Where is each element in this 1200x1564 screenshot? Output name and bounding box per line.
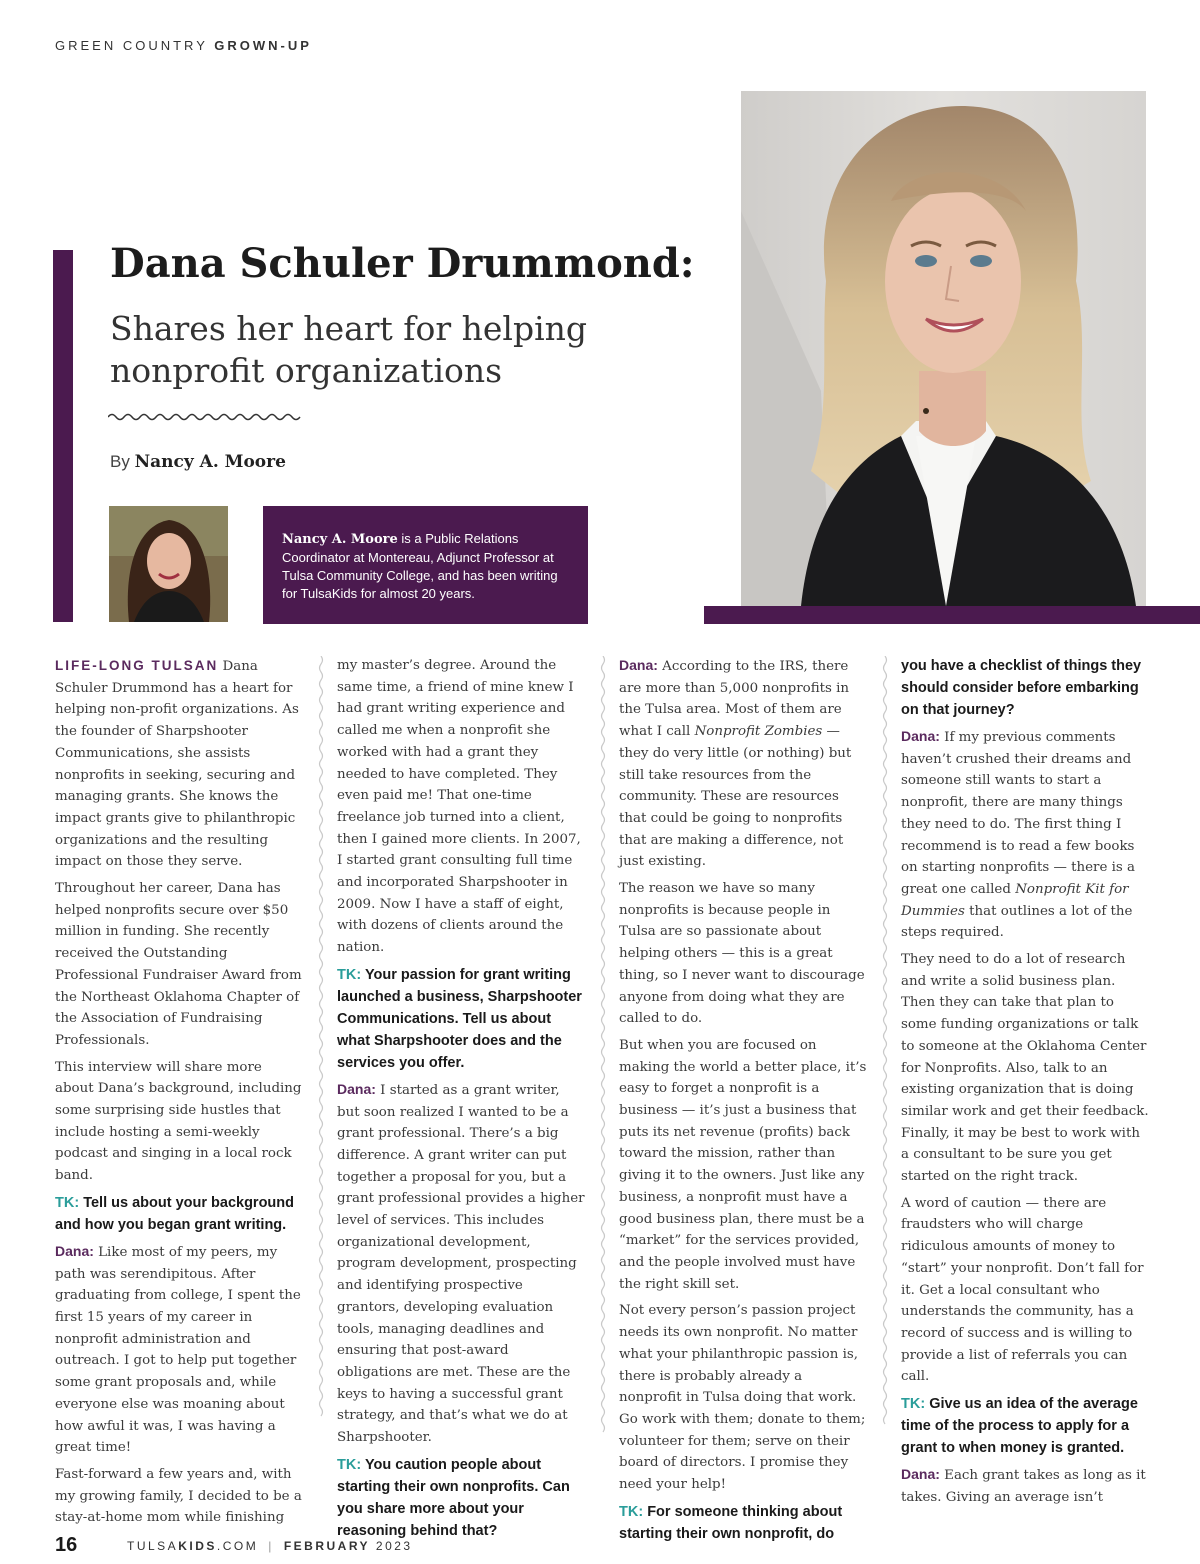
article-column-3: [619, 655, 867, 1550]
interview-question: TK: For someone thinking about starting their own nonprofit, do: [619, 1503, 843, 1542]
paragraph: my master’s degree. Around the same time, a friend of mine knew I had grant writing experience and called me when a nonprofit she worked with had a grant they needed to have completed. They even paid me! That one-time freelance job turned into a client, then I gained more clients. In 2007, I started grant consulting full time and incorporated Sharpshooter in 2009. Now I have a staff of eight, with dozens of clients around the nation.: [337, 658, 581, 956]
interview-question: TK: Give us an idea of the average time of the process to apply for a grant to when money is granted.: [901, 1396, 1138, 1457]
interview-answer: Dana: According to the IRS, there are more than 5,000 nonprofits in the Tulsa area. Most of them are what I call Nonprofit Zombies — they do very little (or nothing) but still take resources from the community. These are resources that could be going to nonprofits that are making a difference, not just existing.: [619, 657, 852, 870]
article-column-2: [337, 655, 585, 1547]
interview-question: TK: You caution people about starting their own nonprofits. Can you share more about your reasoning behind that?: [337, 1456, 570, 1539]
interview-answer: Dana: Like most of my peers, my path was serendipitous. After graduating from college, I spent the first 15 years of my career in nonprofit administration and outreach. I got to help put together some grant proposals and, while everyone else was moaning about how awful it was, I was having a great time!: [55, 1242, 301, 1456]
section-label: GREEN COUNTRY GROWN-UP: [55, 38, 312, 53]
headline: Dana Schuler Drummond:: [110, 240, 695, 287]
article-column-4: [901, 655, 1149, 1514]
paragraph: Fast-forward a few years and, with my growing family, I decided to be a stay-at-home mom while finishing: [55, 1466, 302, 1526]
paragraph: They need to do a lot of research and write a solid business plan. Then they can take that plan to some funding organizations or talk to someone at the Oklahoma Center for Nonprofits. Also, talk to an existing organization that is doing similar work and get their feedback. Finally, it may be best to work with a consultant to be sure you get started on the right track.: [901, 952, 1149, 1185]
paragraph: This interview will share more about Dana’s background, including some surprising side hustles that include hosting a semi-weekly podcast and singing in a local rock band.: [55, 1059, 302, 1184]
interview-question: you have a checklist of things they should consider before embarking on that journey?: [901, 658, 1142, 718]
author-photo: [109, 506, 228, 622]
byline: By Nancy A. Moore: [110, 452, 286, 472]
article-column-1: [55, 655, 303, 1534]
interview-answer: Dana: Each grant takes as long as it takes. Giving an average isn’t: [901, 1466, 1146, 1505]
bio-text: is a Public Relations Coordinator at Montereau, Adjunct Professor at Tulsa Community College, and has been writing for TulsaKids for almost 20 years.: [282, 531, 558, 601]
paragraph: LIFE-LONG TULSAN Dana Schuler Drummond has a heart for helping non-profit organizations. As the founder of Sharpshooter Communications, she assists nonprofits in seeking, securing and managing grants. She knows the impact grants give to philanthropic organizations and the resulting impact on those they serve.: [55, 658, 299, 870]
paragraph: A word of caution — there are fraudsters who will charge ridiculous amounts of money to “start” your nonprofit. Don’t fall for it. Get a local consultant who understands the community, has a record of success and is willing to provide a list of referrals you can call.: [901, 1195, 1144, 1385]
subheadline: Shares her heart for helping nonprofit organizations: [110, 309, 588, 390]
interview-question: TK: Tell us about your background and how you began grant writing.: [55, 1194, 295, 1233]
page-footer: [55, 1534, 413, 1557]
lead-in: LIFE-LONG TULSAN: [55, 658, 219, 673]
bio-author-name: Nancy A. Moore: [282, 532, 398, 547]
portrait-photo: [741, 91, 1146, 606]
paragraph: Not every person’s passion project needs its own nonprofit. No matter what your philanthropic passion is, there is probably already a nonprofit in Tulsa doing that work. Go work with them; donate to them; volunteer for them; serve on their board of directors. I promise they need your help!: [619, 1303, 866, 1493]
interview-answer: Dana: If my previous comments haven’t crushed their dreams and someone still wants to start a nonprofit, there are many things they need to do. The first thing I recommend is to read a few books on starting nonprofits — there is a great one called Nonprofit Kit for Dummies that outlines a lot of the steps required.: [901, 728, 1136, 941]
paragraph: The reason we have so many nonprofits is because people in Tulsa are so passionate about helping others — this is a great thing, so I never want to discourage anyone from doing what they are called to do.: [619, 881, 865, 1027]
interview-question: TK: Your passion for grant writing launched a business, Sharpshooter Communications. Tell us about what Sharpshooter does and the services you offer.: [337, 966, 582, 1071]
footer-site-date: TULSAKIDS.COM | FEBRUARY 2023: [127, 1539, 413, 1553]
squiggle-divider: [108, 410, 303, 424]
column-divider: [881, 656, 889, 1480]
interview-answer: Dana: I started as a grant writer, but soon realized I wanted to be a grant professional. There’s a big difference. A grant writer can put together a proposal for you, but a grant professional provides a higher level of services. This includes organizational development, program development, prospecting and identifying prospective grantors, developing evaluation tools, managing deadlines and ensuring that post-award obligations are met. These are the keys to having a successful grant strategy, and that’s what we do at Sharpshooter.: [337, 1080, 585, 1446]
author-bio-box: [263, 506, 588, 624]
column-divider: [317, 656, 325, 1480]
photo-accent-bar: [704, 606, 1200, 624]
paragraph: But when you are focused on making the world a better place, it’s easy to forget a nonprofit is a business — it’s just a business that puts its net revenue (profits) back toward the mission, rather than giving it to the owners. Just like any business, a nonprofit must have a good business plan, there must be a “market” for the services provided, and the people involved must have the right skill set.: [619, 1037, 867, 1292]
headline-accent-bar: [53, 250, 73, 622]
paragraph: Throughout her career, Dana has helped nonprofits secure over $50 million in funding. She recently received the Outstanding Professional Fundraiser Award from the Northeast Oklahoma Chapter of the Association of Fundraising Professionals.: [55, 881, 302, 1048]
column-divider: [599, 656, 607, 1480]
page-number: 16: [55, 1534, 78, 1556]
